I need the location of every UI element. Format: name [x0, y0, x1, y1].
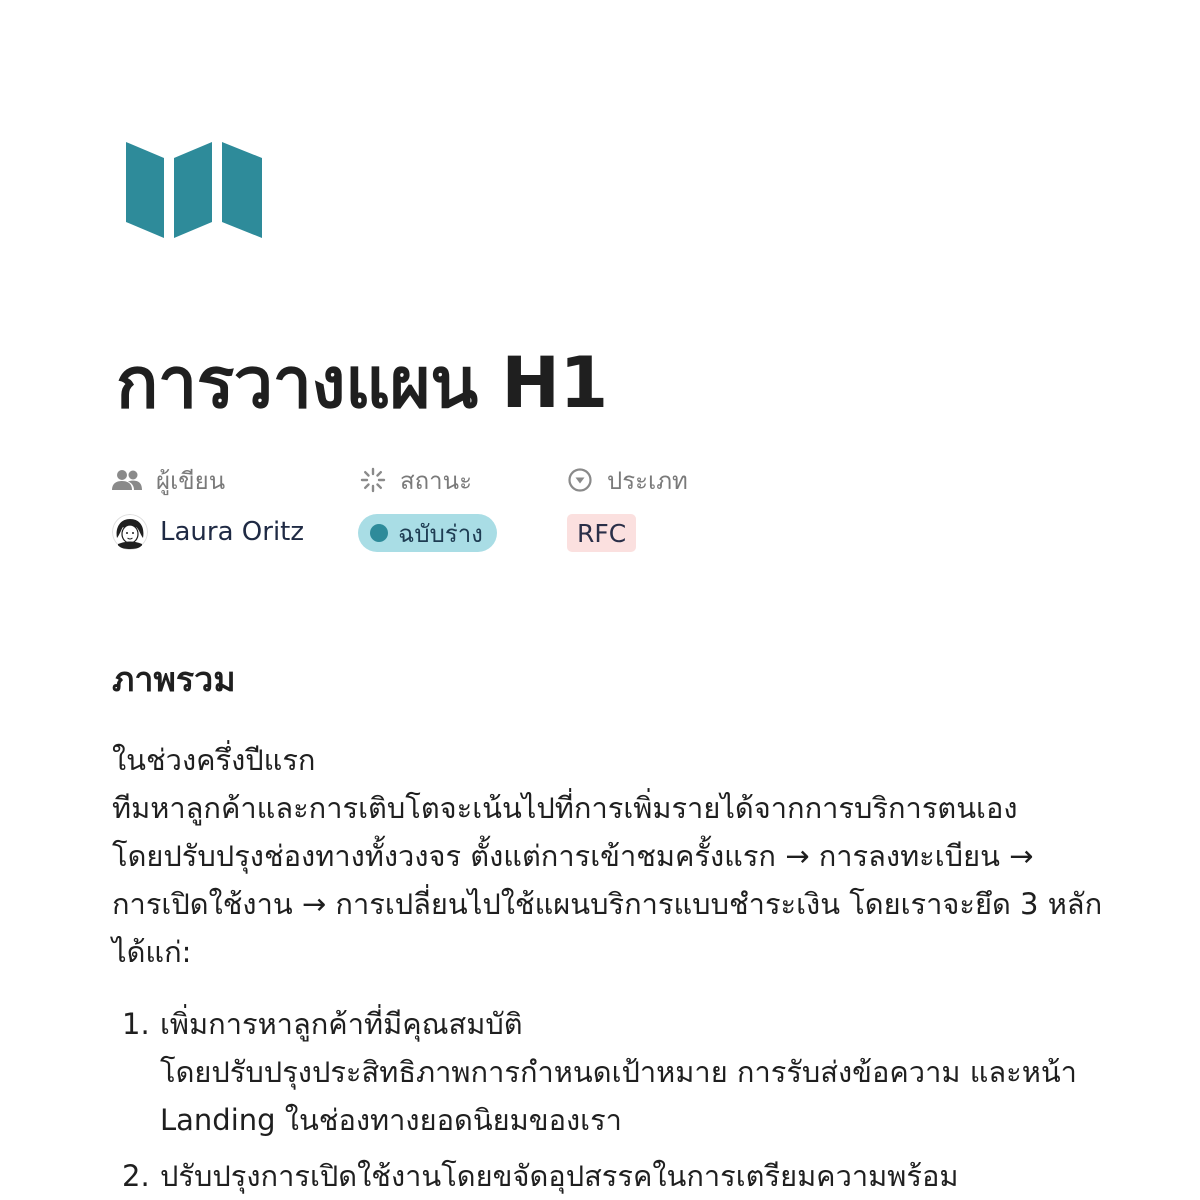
- chevron-circle-icon: [567, 467, 593, 493]
- section-heading[interactable]: ภาพรวม: [112, 660, 236, 700]
- status-label-text: สถานะ: [400, 466, 472, 495]
- author-label-text: ผู้เขียน: [156, 466, 226, 495]
- list-item-line: ปรับปรุงการเปิดใช้งานโดยขจัดอุปสรรคในการเตรียมความพร้อม: [160, 1159, 959, 1193]
- list-number: 1.: [122, 1007, 150, 1041]
- paragraph-line: ในช่วงครึ่งปีแรก: [112, 743, 316, 777]
- properties-panel: [112, 460, 812, 560]
- list-item[interactable]: [112, 1152, 1092, 1200]
- property-status-label[interactable]: [360, 460, 472, 500]
- paragraph-line: โดยปรับปรุงช่องทางทั้งวงจร ตั้งแต่การเข้าชมครั้งแรก → การลงทะเบียน →: [112, 839, 1034, 873]
- overview-paragraph[interactable]: [112, 736, 1103, 976]
- page-title[interactable]: การวางแผน H1: [116, 342, 608, 424]
- loading-icon: [360, 467, 386, 493]
- list-number: 2.: [122, 1159, 150, 1193]
- list-item-line: โดยปรับปรุงประสิทธิภาพการกำหนดเป้าหมาย การรับส่งข้อความ และหน้า: [160, 1055, 1077, 1089]
- author-name: Laura Oritz: [160, 517, 305, 547]
- list-item[interactable]: [112, 1000, 1092, 1144]
- paragraph-line: ได้แก่:: [112, 935, 192, 969]
- map-icon[interactable]: [124, 140, 264, 240]
- paragraph-line: การเปิดใช้งาน → การเปลี่ยนไปใช้แผนบริการแบบชำระเงิน โดยเราจะยึด 3 หลัก: [112, 887, 1103, 921]
- list-item-line: Landing ในช่องทางยอดนิยมของเรา: [160, 1103, 622, 1137]
- author-value[interactable]: [112, 514, 304, 550]
- property-type: [567, 460, 688, 548]
- property-type-label[interactable]: [567, 460, 688, 500]
- property-author-label[interactable]: [112, 460, 225, 500]
- status-value[interactable]: [360, 514, 497, 552]
- type-tag[interactable]: RFC: [567, 514, 636, 552]
- people-icon: [112, 469, 142, 491]
- list-item-line: เพิ่มการหาลูกค้าที่มีคุณสมบัติ: [160, 1007, 523, 1041]
- numbered-list: [112, 1000, 1092, 1200]
- property-status: [360, 460, 483, 548]
- type-label-text: ประเภท: [607, 466, 688, 495]
- status-dot: [370, 524, 388, 542]
- status-badge[interactable]: [358, 514, 497, 552]
- status-text: ฉบับร่าง: [398, 519, 483, 548]
- avatar: [112, 514, 148, 550]
- paragraph-line: ทีมหาลูกค้าและการเติบโตจะเน้นไปที่การเพิ่มรายได้จากการบริการตนเอง: [112, 791, 1018, 825]
- type-value[interactable]: [567, 514, 636, 552]
- property-author: [112, 460, 305, 547]
